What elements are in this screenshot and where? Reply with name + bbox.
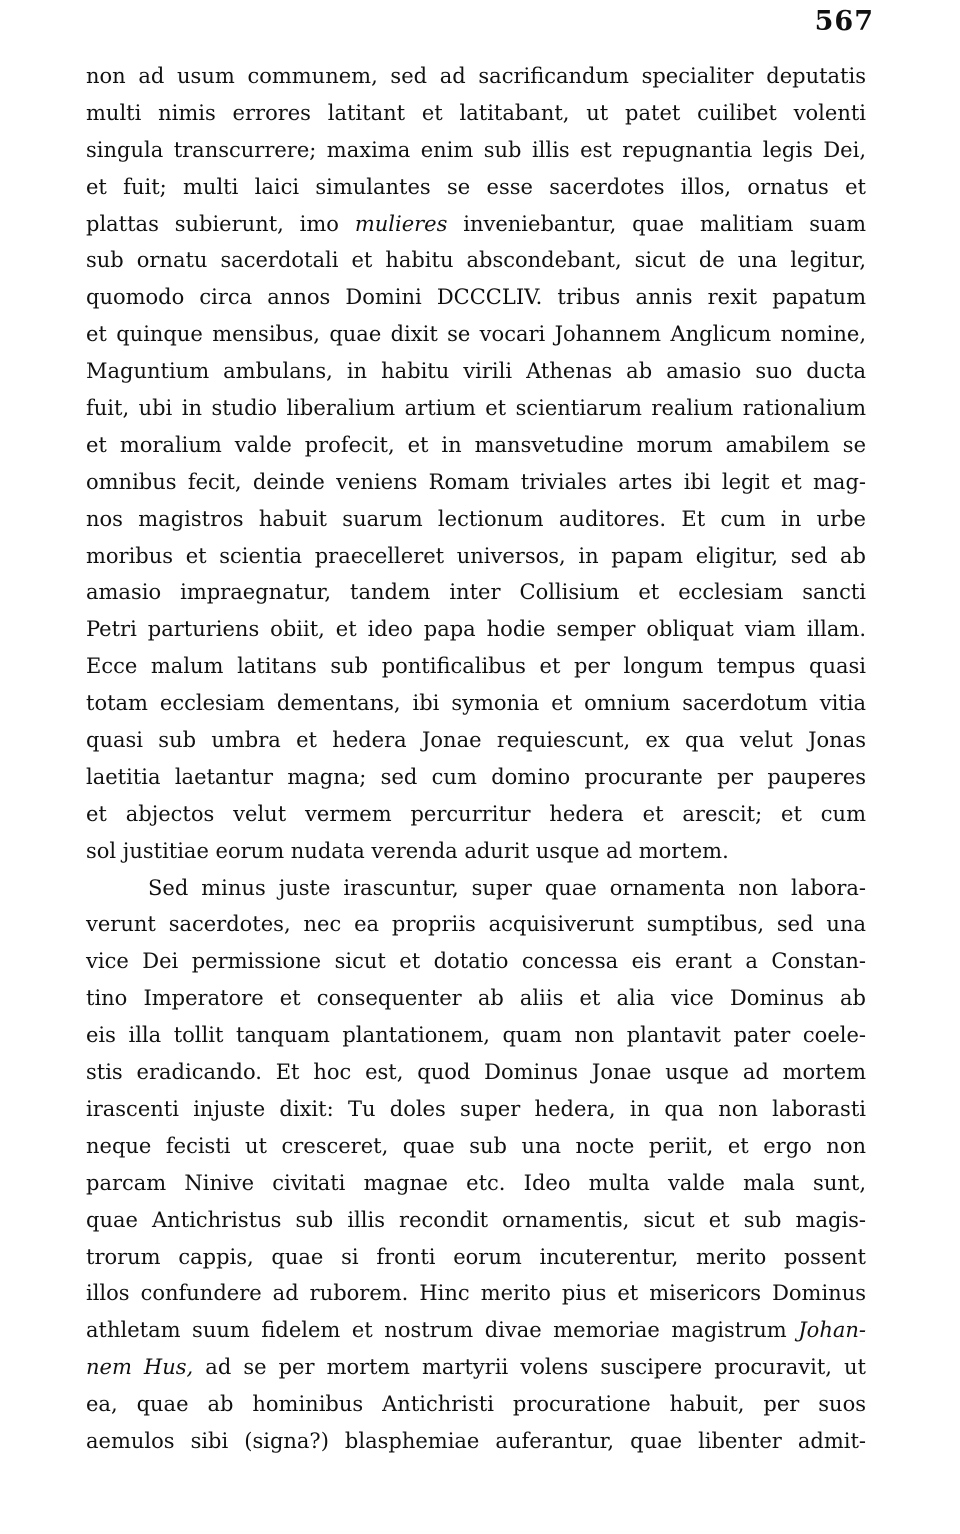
text-segment: ad se per mortem martyrii volens suscipere procuravit, ut — [193, 1355, 866, 1380]
italic-text: nem Hus, — [86, 1355, 194, 1380]
text-line: Petri parturiens obiit, et ideo papa hodie semper obliquat viam illam. — [86, 617, 866, 642]
text-line: aemulos sibi (signa?) blasphemiae auferantur, quae libenter admit- — [86, 1428, 866, 1453]
text-line: sol justitiae eorum nudata verenda adurit usque ad mortem. — [86, 838, 729, 863]
text-line: parcam Ninive civitati magnae etc. Ideo multa valde mala sunt, — [86, 1170, 866, 1195]
text-line: nos magistros habuit suarum lectionum auditores. Et cum in urbe — [86, 506, 866, 531]
text-line: sub ornatu sacerdotali et habitu abscondebant, sicut de una legitur, — [86, 248, 866, 273]
italic-text: mulieres — [354, 211, 448, 236]
text-line: multi nimis errores latitant et latitabant, ut patet cuilibet volenti — [86, 100, 866, 125]
text-segment: inveniebantur, quae malitiam suam — [447, 211, 866, 236]
text-line: ea, quae ab hominibus Antichristi procuratione habuit, per suos — [86, 1392, 866, 1417]
text-line: neque fecisti ut cresceret, quae sub una nocte periit, et ergo non — [86, 1133, 866, 1158]
text-line: et moralium valde profecit, et in mansvetudine morum amabilem se — [86, 432, 866, 457]
text-segment: plattas subierunt, imo — [86, 211, 355, 236]
text-line: tino Imperatore et consequenter ab aliis et alia vice Dominus ab — [86, 986, 866, 1011]
text-line: verunt sacerdotes, nec ea propriis acquisiverunt sumptibus, sed una — [86, 912, 866, 937]
text-line: et quinque mensibus, quae dixit se vocari Johannem Anglicum nomine, — [86, 322, 866, 347]
text-line — [86, 206, 866, 243]
text-line: quae Antichristus sub illis recondit ornamentis, sicut et sub magis- — [86, 1207, 866, 1232]
text-line: illos confundere ad ruborem. Hinc merito pius et misericors Dominus — [86, 1281, 866, 1306]
page-number: 567 — [814, 6, 874, 37]
text-line: irascenti injuste dixit: Tu doles super hedera, in qua non laborasti — [86, 1096, 866, 1121]
text-line: stis eradicando. Et hoc est, quod Dominus Jonae usque ad mortem — [86, 1060, 866, 1085]
text-line: eis illa tollit tanquam plantationem, quam non plantavit pater coele- — [86, 1023, 866, 1048]
text-line: fuit, ubi in studio liberalium artium et scientiarum realium rationalium — [86, 396, 866, 421]
text-line: Maguntium ambulans, in habitu virili Athenas ab amasio suo ducta — [86, 359, 866, 384]
text-line: quomodo circa annos Domini DCCCLIV. tribus annis rexit papatum — [86, 285, 866, 310]
text-line: amasio impraegnatur, tandem inter Collisium et ecclesiam sancti — [86, 580, 866, 605]
text-line: Ecce malum latitans sub pontificalibus et per longum tempus quasi — [86, 654, 866, 679]
text-line: laetitia laetantur magna; sed cum domino procurante per pauperes — [86, 764, 866, 789]
text-line: trorum cappis, quae si fronti eorum incuterentur, merito possent — [86, 1244, 866, 1269]
text-line: non ad usum communem, sed ad sacrificandum specialiter deputatis — [86, 64, 866, 88]
text-line: et abjectos velut vermem percurritur hedera et arescit; et cum — [86, 801, 866, 826]
text-line: quasi sub umbra et hedera Jonae requiescunt, ex qua velut Jonas — [86, 728, 866, 753]
text-line: vice Dei permissione sicut et dotatio concessa eis erant a Constan- — [86, 949, 866, 974]
body-text — [86, 58, 866, 1460]
text-line — [86, 1349, 866, 1386]
text-line: singula transcurrere; maxima enim sub illis est repugnantia legis Dei, — [86, 137, 866, 162]
italic-text: Johan- — [798, 1318, 866, 1343]
text-line — [86, 1312, 866, 1349]
text-segment: athletam suum fidelem et nostrum divae memoriae magistrum — [86, 1318, 799, 1343]
text-line: moribus et scientia praecelleret universos, in papam eligitur, sed ab — [86, 543, 866, 568]
text-line: Sed minus juste irascuntur, super quae ornamenta non labora- — [148, 875, 866, 900]
text-line: totam ecclesiam dementans, ibi symonia et omnium sacerdotum vitia — [86, 691, 866, 716]
text-line: omnibus fecit, deinde veniens Romam triviales artes ibi legit et mag- — [86, 469, 866, 494]
text-line: et fuit; multi laici simulantes se esse sacerdotes illos, ornatus et — [86, 174, 866, 199]
